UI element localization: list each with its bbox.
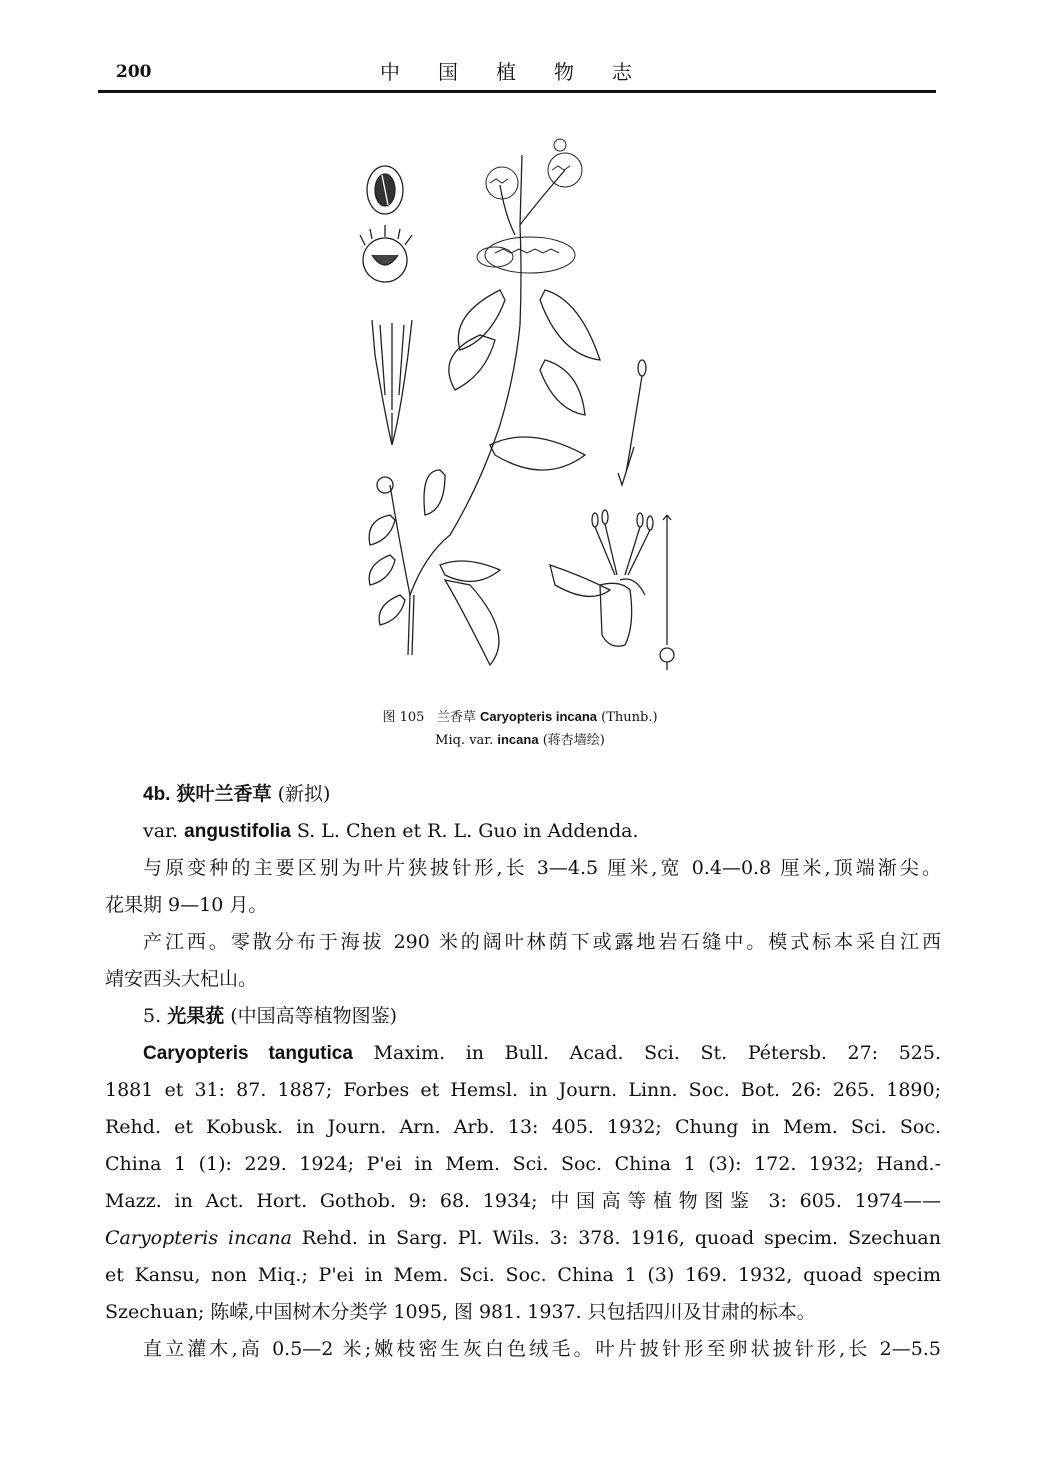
seed-detail [367,166,403,214]
var-authors: S. L. Chen et R. L. Guo in Addenda. [296,820,639,842]
taxon-5-scientific-name: Caryopteris tangutica [143,1043,353,1064]
caption-species: Caryopteris incana [479,709,598,724]
taxon-5-description-1: 直立灌木,高 0.5—2 米;嫩枝密生灰白色绒毛。叶片披针形至卵状披针形,长 2—5.5 [143,1338,941,1360]
var-prefix: var. [143,820,179,842]
flower-detail [550,510,653,646]
flower-clusters [477,139,582,273]
caption-var: incana [497,732,539,747]
taxon-5-note: (中国高等植物图鉴) [230,1005,398,1027]
page-number: 200 [116,62,152,82]
synonym-name: Caryopteris incana [105,1227,292,1249]
taxon-4b-description-1: 与原变种的主要区别为叶片狭披针形,长 3—4.5 厘米,宽 0.4—0.8 厘米,顶端渐尖。 [143,857,941,879]
header-rule [98,90,936,93]
botanical-illustration [330,125,710,690]
citation-line-6: Rehd. in Sarg. Pl. Wils. 3: 378. 1916, quoad specim. Szechuan [301,1227,942,1249]
figure-caption [330,706,710,752]
caption-illustrator: (蒋杏墙绘) [542,733,605,748]
taxon-4b-distribution-2: 靖安西头大杞山。 [105,968,258,990]
stamen-detail [618,360,646,485]
taxon-4b-name: 狭叶兰香草 [176,783,272,805]
taxon-5-citation-7: et Kansu, non Miq.; P'ei in Mem. Sci. Soc. China 1 (3) 169. 1932, quoad specim [105,1264,941,1286]
caption-author: (Thunb.) [601,710,658,725]
taxon-5-citation-1 [105,1035,941,1072]
main-stem [408,155,565,655]
leaves [369,290,600,665]
fruit-detail [360,225,412,282]
taxon-5-number: 5. [143,1005,162,1027]
taxon-5-citation-8: Szechuan; 陈嵘,中国树木分类学 1095, 图 981. 1937. 只包括四川及甘肃的标本。 [105,1301,816,1323]
calyx-detail [372,320,412,445]
book-title: 中国植物志 [380,60,670,84]
caption-cn-name: 兰香草 [436,710,476,725]
taxon-5-citation-2: 1881 et 31: 87. 1887; Forbes et Hemsl. in Journ. Linn. Soc. Bot. 26: 265. 1890; [105,1079,941,1101]
side-branch [377,477,410,595]
taxon-5-citation-5: Mazz. in Act. Hort. Gothob. 9: 68. 1934; 中国高等植物图鉴 3: 605. 1974—— [105,1190,941,1212]
main-text [105,776,941,1368]
caption-line-2 [330,729,710,752]
caption-miq: Miq. var. [435,733,494,748]
pistil-detail [660,515,674,670]
taxon-4b-note: (新拟) [277,783,331,805]
citation-line-1: Maxim. in Bull. Acad. Sci. St. Pétersb. 27: 525. [373,1042,941,1064]
taxon-4b-description-2: 花果期 9—10 月。 [105,894,268,916]
taxon-5-citation-4: China 1 (1): 229. 1924; P'ei in Mem. Sci. Soc. China 1 (3): 172. 1932; Hand.- [105,1153,941,1175]
taxon-4b-varname [105,813,941,850]
taxon-5-name: 光果莸 [167,1005,225,1027]
caption-prefix: 图 105 [382,710,425,725]
taxon-5-citation-6 [105,1220,941,1257]
caption-line-1 [330,706,710,729]
var-epithet: angustifolia [184,821,291,842]
taxon-4b-distribution-1: 产江西。零散分布于海拔 290 米的阔叶林荫下或露地岩石缝中。模式标本采自江西 [143,931,941,953]
taxon-5-heading [105,998,941,1035]
taxon-4b-heading [105,776,941,813]
taxon-5-citation-3: Rehd. et Kobusk. in Journ. Arn. Arb. 13: 405. 1932; Chung in Mem. Sci. Soc. [105,1116,941,1138]
taxon-4b-number: 4b. [143,784,171,805]
